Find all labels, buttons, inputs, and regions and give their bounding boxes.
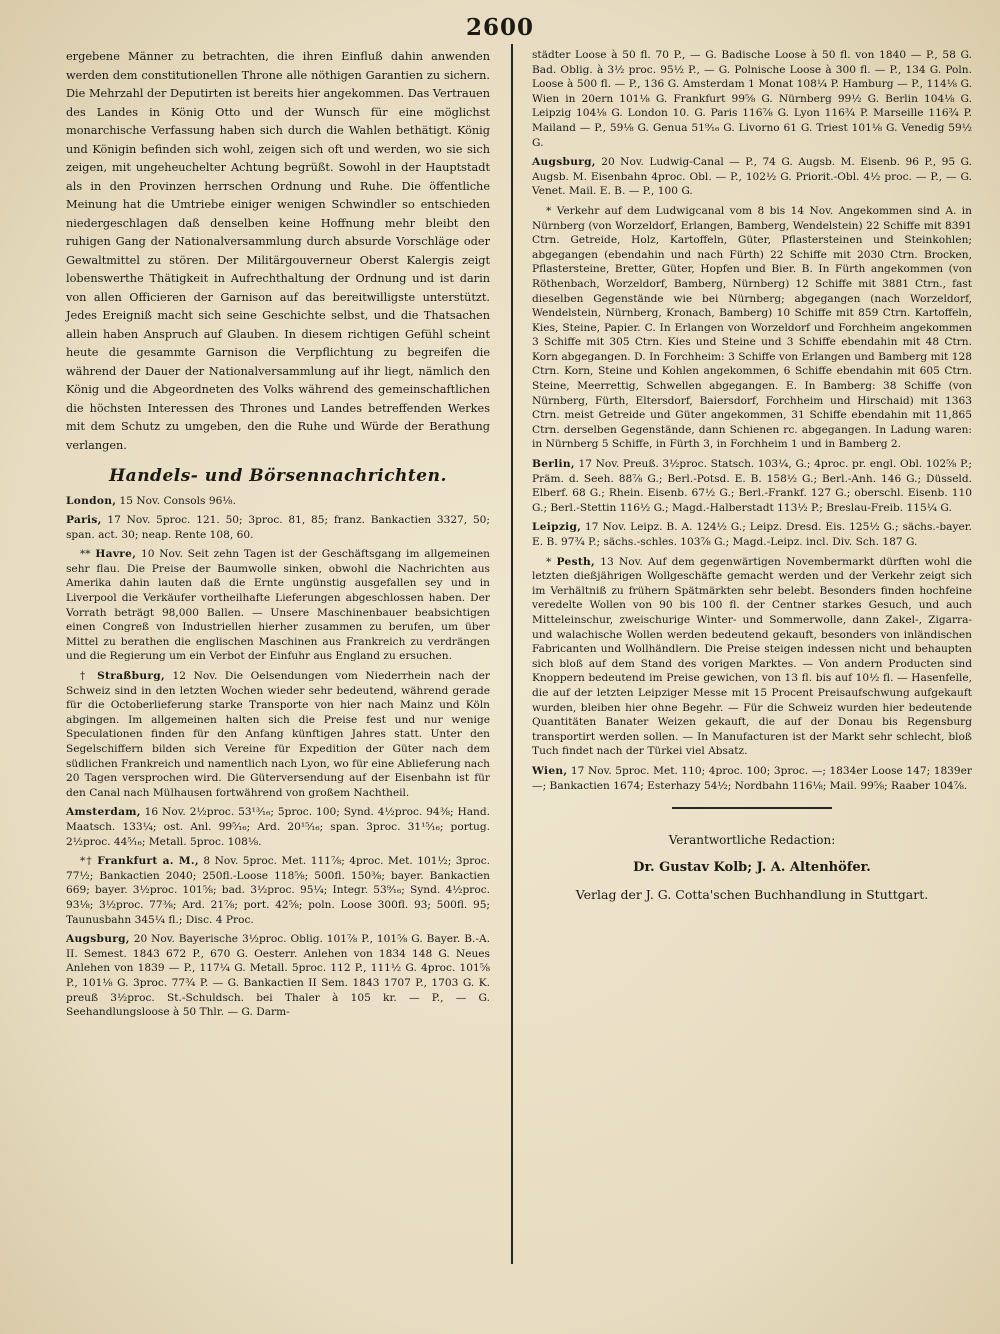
imprint-label: Verantwortliche Redaction: (668, 833, 836, 848)
place-paris: Paris, (66, 514, 102, 527)
page-number: 2600 (465, 14, 534, 41)
prefix-havre: ** (80, 548, 96, 561)
report-leipzig (532, 520, 972, 549)
report-paris (66, 513, 490, 542)
right-column (532, 48, 972, 914)
text-havre: 10 Nov. Seit zehn Tagen ist der Geschäftsgang im allgemeinen sehr flau. Die Preise der Baumwolle sinken, obwohl die Nachrichten aus Amerika dahin lauten daß die Ernte ungünstig ausgefallen sey und in Liverpool die Verkäufer vortheilhafte Lieferungen abgeschlossen haben. Der Vorrath beträgt 98,000 Ballen. — Unsere Maschinenbauer beabsichtigen einen Congreß von Industriellen hierher zusammen zu berufen, um über Mittel zu berathen die englischen Maschinen aus Frankreich zu verdrängen und die Regierung um ein Verbot der Einfuhr aus England zu ersuchen. (66, 548, 490, 663)
report-berlin (532, 457, 972, 515)
place-wien: Wien, (532, 764, 568, 777)
column-divider (511, 44, 513, 1264)
text-wien: 17 Nov. 5proc. Met. 110; 4proc. 100; 3proc. —; 1834er Loose 147; 1839er —; Bankactien 1674; Esterhazy 54½; Nordbahn 116⅛; Mail. 99⅝; Raaber 104⅞. (532, 764, 972, 792)
place-augsburg-rail: Augsburg, (532, 156, 596, 169)
prefix-pesth: * (546, 555, 557, 568)
imprint-separator (672, 807, 832, 809)
report-wien (532, 764, 972, 793)
report-augsburg-rail (532, 155, 972, 199)
text-frankfurt: 8 Nov. 5proc. Met. 111⅞; 4proc. Met. 101½; 3proc. 77½; Bankactien 2040; 250fl.-Loose 118⅝; 500fl. 150⅜; bayer. Bankactien 669; bayer. 3½proc. 101⅝; bad. 3½proc. 95¼; Integr. 53⁹⁄₁₆; Synd. 4½proc. 93⅛; 3½proc. 77⅜; Ard. 21⅞; port. 42⅝; poln. Loose 300fl. 93; 500fl. 95; Taunusbahn 345¼ fl.; Disc. 4 Proc. (66, 855, 491, 926)
place-leipzig: Leipzig, (532, 521, 582, 534)
text-augsburg-bonds: 20 Nov. Bayerische 3½proc. Oblig. 101⅞ P., 101⅝ G. Bayer. B.-A. II. Semest. 1843 672 P., 670 G. Oesterr. Anlehen von 1834 148 G. Neues Anlehen von 1839 — P., 117¼ G. Metall. 5proc. 112 P., 111½ G. 4proc. 101⅝ P., 101⅛ G. 3proc. 77¾ P. — G. Bankactien II Sem. 1843 1707 P., 1703 G. K. preuß 3½proc. St.-Schuldsch. bei Thaler à 105 kr. — P., — G. Seehandlungsloose à 50 Thlr. — G. Darm- (66, 933, 490, 1019)
politics-paragraph: ergebene Männer zu betrachten, die ihren Einfluß dahin anwenden werden dem constitutionellen Throne alle nöthigen Garantien zu sichern. Die Mehrzahl der Deputirten ist bereits hier angekommen. Das Vertrauen des Landes in König Otto und der Wunsch für eine möglichst monarchische Verfassung haben sich durch die Wahlen bethätigt. König und Königin befinden sich wohl, zeigen sich oft und werden, wo sie sich zeigen, mit ungeheuchelter Achtung begrüßt. Sowohl in der Hauptstadt als in den Provinzen herrschen Ordnung und Ruhe. Die öffentliche Meinung hat die Umtriebe einiger wenigen Schwindler so entschieden niedergeschlagen daß denselben keine Hoffnung mehr bleibt den ruhigen Gang der Nationalversammlung durch absurde Vorschläge oder Gewaltmittel zu stören. Der Militärgouverneur Oberst Kalergis zeigt lobenswerthe Thätigkeit in Aufrechthaltung der Ordnung und ist darin von allen Officieren der Garnison auf das bereitwilligste unterstützt. Jedes Ereigniß macht sich seine Geschichte selbst, und die Thatsachen allein haben Anspruch auf Glauben. In diesem richtigen Gefühl scheint heute die gesammte Garnison die Verpflichtung zu begreifen die während der Dauer der Nationalversammlung auf ihr liegt, nämlich den König und die Abgeordneten des Volks während des gemeinschaftlichen die höchsten Interessen des Thrones und Landes betreffenden Werkes mit dem Schutz zu umgeben, den die Ruhe und Würde der Berathung verlangen. (66, 50, 490, 452)
text-strassburg: 12 Nov. Die Oelsendungen vom Niederrhein nach der Schweiz sind in den letzten Wochen wieder sehr bedeutend, während gerade für die Octoberlieferung starke Transporte von hier nach Mainz und Köln abgingen. Im allgemeinen halten sich die Preise fest und nur wenige Speculationen finden für den Anfang künftigen Jahres statt. Unter den Segelschiffern bilden sich Vereine für Expedition der Güter nach dem südlichen Frankreich und namentlich nach Lyon, wo für eine Ablieferung nach 20 Tagen versprochen wird. Die Güterversendung auf der Eisenbahn ist für den Canal nach Mülhausen fortwährend von großem Nachtheil. (66, 670, 490, 799)
prefix-frankfurt: *† (80, 855, 98, 868)
text-amsterdam: 16 Nov. 2½proc. 53¹³⁄₁₆; 5proc. 100; Synd. 4½proc. 94⅜; Hand. Maatsch. 133¼; ost. Anl. 99⁵⁄₁₆; Ard. 20¹⁵⁄₁₆; span. 3proc. 31¹⁵⁄₁₆; portug. 2½proc. 44⁵⁄₁₆; Metall. 5proc. 108⅛. (66, 806, 490, 848)
prefix-strassburg: † (80, 670, 98, 683)
text-augsburg-rail: 20 Nov. Ludwig-Canal — P., 74 G. Augsb. M. Eisenb. 96 P., 95 G. Augsb. M. Eisenbahn 4proc. Obl. — P., 102½ G. Priorit.-Obl. 4½ proc. — P., — G. Venet. Mail. E. B. — P., 100 G. (532, 156, 972, 198)
report-london (66, 494, 490, 509)
report-frankfurt (66, 854, 490, 927)
report-strassburg (66, 669, 490, 800)
left-column (66, 48, 490, 1025)
place-berlin: Berlin, (532, 458, 575, 471)
report-ludwigcanal: * Verkehr auf dem Ludwigcanal vom 8 bis 14 Nov. Angekommen sind A. in Nürnberg (von Worzeldorf, Erlangen, Bamberg, Wendelstein) 22 Schiffe mit 8391 Ctrn. Getreide, Holz, Kartoffeln, Güter, Pflastersteinen und Steinkohlen; abgegangen (ebendahin und nach Fürth) 22 Schiffe mit 2030 Ctrn. Brocken, Pflastersteine, Bretter, Güter, Hopfen und Bier. B. In Fürth angekommen (von Röthenbach, Worzeldorf, Bamberg, Nürnberg) 12 Schiffe mit 3881 Ctrn., fast dieselben Gegenstände wie bei Nürnberg; abgegangen (nach Worzeldorf, Wendelstein, Nürnberg, Kronach, Bamberg) 10 Schiffe mit 859 Ctrn. Kartoffeln, Kies, Steine, Papier. C. In Erlangen von Worzeldorf und Forchheim angekommen 3 Schiffe mit 305 Ctrn. Kies und Steine und 3 Schiffe ebendahin mit 48 Ctrn. Korn abgegangen. D. In Forchheim: 3 Schiffe von Erlangen und Bamberg mit 128 Ctrn. Korn, Steine und Kohlen angekommen, 6 Schiffe ebendahin mit 605 Ctrn. Steine, Meerrettig, Schwellen abgegangen. E. In Bamberg: 38 Schiffe (von Nürnberg, Fürth, Eltersdorf, Baiersdorf, Forchheim und Hirschaid) mit 1363 Ctrn. meist Getreide und Güter angekommen, 31 Schiffe ebendahin mit 11,865 Ctrn. derselben Gegenstände, dann Schienen rc. abgegangen. In Ladung waren: in Nürnberg 5 Schiffe, in Fürth 3, in Forchheim 1 und in Bamberg 2. (532, 204, 972, 451)
place-augsburg-bonds: Augsburg, (66, 933, 130, 946)
place-amsterdam: Amsterdam, (66, 806, 141, 819)
place-london: London, (66, 494, 117, 507)
section-heading: Handels- und Börsennachrichten. (109, 466, 447, 486)
imprint-editors: Dr. Gustav Kolb; J. A. Altenhöfer. (633, 859, 871, 875)
augsburg-continuation: städter Loose à 50 fl. 70 P., — G. Badische Loose à 50 fl. von 1840 — P., 58 G. Bad. Oblig. à 3½ proc. 95½ P., — G. Polnische Loose à 300 fl. — P., 134 G. Poln. Loose à 500 fl. — P., 136 G. Amsterdam 1 Monat 108¼ P. Hamburg — P., 114⅛ G. Wien in 20ern 101⅛ G. Frankfurt 99⅝ G. Nürnberg 99½ G. Berlin 104⅛ G. Leipzig 104⅛ G. London 10. G. Paris 116⅞ G. Lyon 116¾ P. Marseille 116¾ P. Mailand — P., 59⅛ G. Genua 51⁹⁄₁₆ G. Livorno 61 G. Triest 101⅛ G. Venedig 59½ G. (532, 49, 972, 149)
place-havre: Havre, (95, 548, 137, 561)
place-pesth: Pesth, (556, 555, 596, 568)
report-augsburg-bonds (66, 932, 490, 1020)
text-leipzig: 17 Nov. Leipz. B. A. 124½ G.; Leipz. Dresd. Eis. 125½ G.; sächs.-bayer. E. B. 97¾ P.; sächs.-schles. 103⅞ G.; Magd.-Leipz. incl. Div. Sch. 187 G. (532, 521, 972, 548)
text-pesth: 13 Nov. Auf dem gegenwärtigen Novembermarkt dürften wohl die letzten dießjährigen Wollgeschäfte gemacht werden und der Verkehr zeigt sich im Verhältniß zu frühern Spätmärkten sehr belebt. Besonders finden hochfeine veredelte Wollen von 90 bis 100 fl. der Centner starkes Gesuch, und auch Mitteleinschur, zweischurige Winter- und Sommerwolle, dann Zakel-, Zigarra- und walachische Wollen werden bedeutend gekauft, besonders von inländischen Fabricanten und Wollhändlern. Die Preise steigen indessen nicht und behaupten sich bloß auf dem Stand des vorigen Marktes. — Von andern Producten sind Knoppern bedeutend im Preise gewichen, von 13 fl. bis auf 10½ fl. — Hasenfelle, die auf der letzten Leipziger Messe mit 15 Procent Preisaufschwung aufgekauft wurden, bleiben hier ohne Begehr. — Für die Schweiz wurden hier bedeutende Quantitäten Banater Weizen gekauft, die auf der Donau bis Regensburg transportirt werden sollen. — In Manufacturen ist der Markt sehr schlecht, bloß Tuch findet nach der Türkei viel Absatz. (532, 555, 973, 758)
report-amsterdam (66, 805, 490, 849)
report-havre (66, 547, 490, 664)
text-berlin: 17 Nov. Preuß. 3½proc. Statsch. 103¼, G.; 4proc. pr. engl. Obl. 102⅝ P.; Präm. d. Seeh. 88⅞ G.; Berl.-Potsd. E. B. 158½ G.; Berl.-Anh. 146 G.; Düsseld. Elberf. 68 G.; Rhein. Eisenb. 67½ G.; Berl.-Frankf. 127 G.; oberschl. Eisenb. 110 G.; Berl.-Stettin 116½ G.; Magd.-Halberstadt 113½ P.; Breslau-Freib. 115¼ G. (532, 458, 972, 514)
text-paris: 17 Nov. 5proc. 121. 50; 3proc. 81, 85; franz. Bankactien 3327, 50; span. act. 30; neap. Rente 108, 60. (66, 514, 490, 541)
place-strassburg: Straßburg, (97, 670, 165, 683)
place-frankfurt: Frankfurt a. M., (97, 855, 199, 868)
report-pesth (532, 555, 972, 759)
text-london: 15 Nov. Consols 96⅛. (116, 494, 236, 507)
imprint-publisher: Verlag der J. G. Cotta'schen Buchhandlung in Stuttgart. (575, 887, 929, 903)
